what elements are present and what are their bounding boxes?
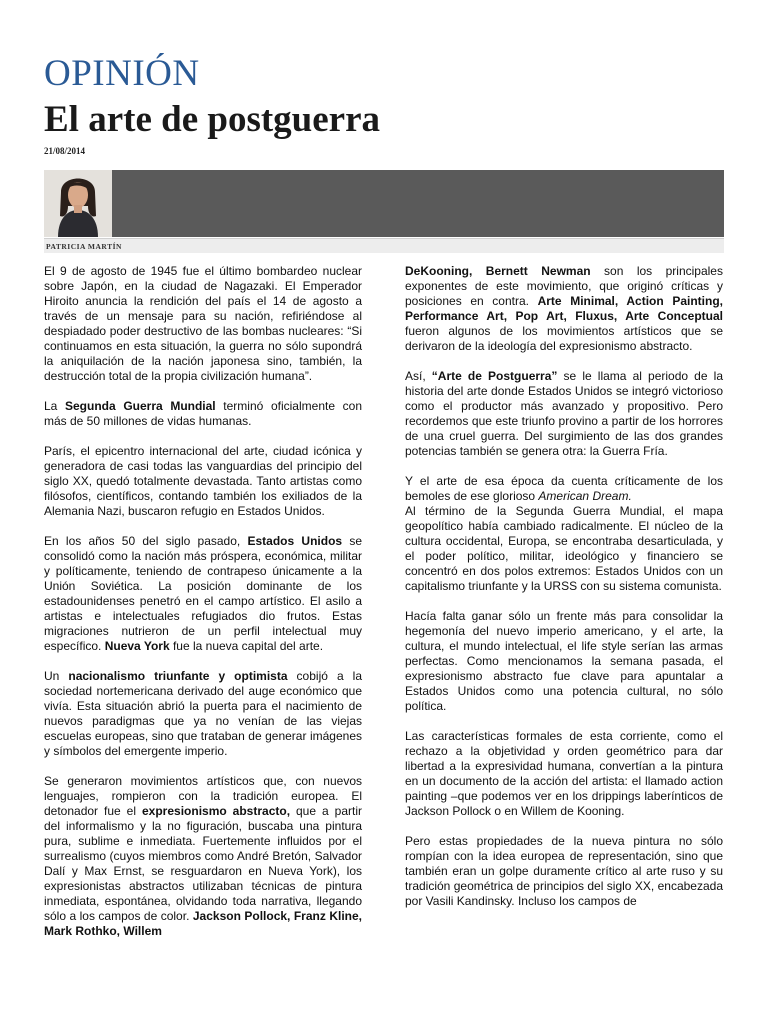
paragraph-text: son los principales exponentes de este movimiento, que originó críticas y posiciones en contra. — [405, 264, 723, 308]
article-paragraph — [405, 834, 723, 909]
article-paragraph — [405, 474, 723, 504]
article-paragraph — [44, 669, 362, 759]
bold-text: Estados Unidos — [247, 534, 343, 548]
paragraph-text: Al término de la Segunda Guerra Mundial, el mapa geopolítico había cambiado radicalmente. El núcleo de la cultura occidental, Europa, se encontraba desarticulada, y el poder político, militar, ideológico y financiero se concentró en dos polos extremos: Estados Unidos con un capitalismo triunfante y la URSS con su sistema comunista. — [405, 504, 723, 593]
article-paragraph — [405, 264, 723, 354]
article-paragraph — [44, 534, 362, 654]
section-heading: OPINIÓN — [44, 53, 200, 94]
paragraph-text: En los años 50 del siglo pasado, — [44, 534, 248, 548]
article-paragraph — [405, 729, 723, 819]
paragraph-text: fueron algunos de los movimientos artísticos que se derivaron de la ideología del expresionismo abstracto. — [405, 324, 723, 353]
paragraph-text: Las características formales de esta corriente, como el rechazo a la objetividad y orden geométrico para dar libertad a la expresividad humana, convertían a la pintura en un documento de la acción del artista: el llamado action painting –que podemos ver en los drippings laberínticos de Jackson Pollock o en Willem de Kooning. — [405, 729, 723, 818]
article-paragraph — [405, 369, 723, 459]
paragraph-text: El 9 de agosto de 1945 fue el último bombardeo nuclear sobre Japón, en la ciudad de Nagazaki. El Emperador Hiroito anuncia la rendición del país el 14 de agosto a través de un mensaje para su nación, refiriéndose al despiadado poder destructivo de las bombas nucleares: “Si continuamos en esta situación, la guerra no sólo supondrá la aniquilación de la nación japonesa sino, también, la destrucción total de la propia civilización humana”. — [44, 264, 362, 383]
article-paragraph — [44, 774, 362, 939]
bold-text: Jackson Pollock, Franz Kline, Mark Rothko, Willem — [44, 909, 362, 938]
paragraph-text: se le llama al periodo de la historia del arte donde Estados Unidos se integró victorioso como el productor más avanzado y propositivo. Pero recordemos que este triunfo provino a partir de los horrores de una cruel guerra. Del surgimiento de las dos grandes potencias también se genera otra: la Guerra Fría. — [405, 369, 723, 458]
article-title: El arte de postguerra — [44, 99, 381, 140]
header-banner — [112, 170, 724, 237]
paragraph-text: fue la nueva capital del arte. — [169, 639, 324, 653]
author-name: PATRICIA MARTÍN — [46, 242, 122, 251]
bold-text: “Arte de Postguerra” — [431, 369, 558, 383]
paragraph-text: Así, — [405, 369, 432, 383]
author-photo — [44, 170, 112, 237]
article-paragraph — [405, 504, 723, 594]
paragraph-text: Un — [44, 669, 69, 683]
article-column-right — [405, 264, 723, 924]
article-column-left — [44, 264, 362, 954]
paragraph-text: Hacía falta ganar sólo un frente más para consolidar la hegemonía del nuevo imperio americano, y el arte, la cultura, el mundo intelectual, el life style serían las armas perfectas. Como mencionamos la semana pasada, el expresionismo abstracto fue clave para apuntalar a Estados Unidos como una potencia cultural, no sólo política. — [405, 609, 723, 713]
bold-text: DeKooning, Bernett Newman — [405, 264, 591, 278]
bold-text: Segunda Guerra Mundial — [65, 399, 216, 413]
article-paragraph — [44, 444, 362, 519]
paragraph-text: Se generaron movimientos artísticos que, con nuevos lenguajes, rompieron con la tradición europea. El detonador fue el — [44, 774, 362, 818]
paragraph-text: París, el epicentro internacional del arte, ciudad icónica y generadora de casi todas las vanguardias del principio del siglo XX, quedó totalmente devastada. Tanto artistas como filósofos, científicos, contando también los exiliados de la Alemania Nazi, buscaron refugio en Estados Unidos. — [44, 444, 362, 518]
publication-date: 21/08/2014 — [44, 146, 86, 156]
paragraph-text: terminó oficialmente con más de 50 millones de vidas humanas. — [44, 399, 362, 428]
paragraph-text: se consolidó como la nación más próspera, económica, militar y políticamente, teniendo de contrapeso únicamente a la Unión Soviética. La posición dominante de los estadounidenses penetró en el campo artístico. El asilo a artistas e intelectuales refugiados dio frutos. Estas migraciones nutrieron de un perfil intelectual muy específico. — [44, 534, 362, 653]
paragraph-text: cobijó a la sociedad nortemericana derivado del auge económico que vivía. Esta situación abrió la puerta para el nacimiento de nuevos paradigmas que ya no venían de las viejas escuelas europeas, sino que trataban de generar imágenes y símbolos del emergente imperio. — [44, 669, 362, 758]
bold-text: Nueva York — [104, 639, 170, 653]
article-paragraph — [405, 609, 723, 714]
italic-text: American Dream. — [538, 489, 632, 503]
paragraph-text: Y el arte de esa época da cuenta críticamente de los bemoles de ese glorioso — [405, 474, 723, 503]
paragraph-text: La — [44, 399, 65, 413]
article-paragraph — [44, 399, 362, 429]
article-paragraph — [44, 264, 362, 384]
paragraph-text: que a partir del informalismo y la no figuración, buscaba una pintura pura, sublime e inmediata. Fuertemente influidos por el surrealismo (cuyos miembros como André Bretón, Salvador Dalí y Max Ernst, se resguardaron en Nueva York), los expresionistas abstractos utilizaban técnicas de pintura inmediata, espontánea, olvidando toda narrativa, llegando sólo a los campos de color. — [44, 804, 362, 923]
author-bar — [44, 238, 724, 253]
bold-text: nacionalismo triunfante y optimista — [68, 669, 288, 683]
bold-text: expresionismo abstracto, — [142, 804, 291, 818]
bold-text: Arte Minimal, Action Painting, Performance Art, Pop Art, Fluxus, Arte Conceptual — [405, 294, 723, 323]
paragraph-text: Pero estas propiedades de la nueva pintura no sólo rompían con la idea europea de representación, sino que también eran un golpe duramente crítico al arte ruso y su tradición geométrica de principios del siglo XX, encabezada por Vasili Kandinsky. Incluso los campos de — [405, 834, 723, 908]
